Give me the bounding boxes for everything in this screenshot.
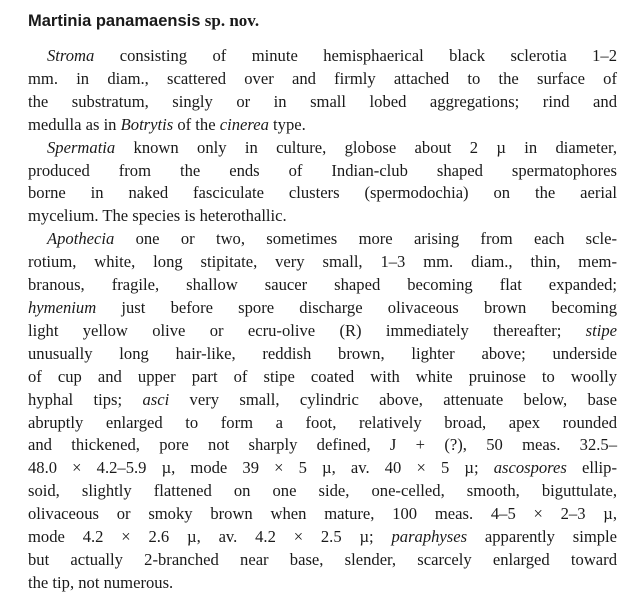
text-run: mycelium. The species is heterothallic. <box>28 206 287 226</box>
text-line <box>28 549 617 572</box>
text-line <box>28 366 617 389</box>
text-run: and thickened, pore not sharply defined, J + (?), 50 meas. 32.5– <box>28 435 617 455</box>
italic-term: stipe <box>585 320 617 340</box>
italic-term: Botrytis <box>120 114 174 134</box>
text-run: type. <box>268 114 306 134</box>
italic-term: Stroma <box>47 46 95 65</box>
text-run: light yellow olive or ecru-olive (R) immediately thereafter; <box>28 320 586 340</box>
text-line <box>28 320 617 343</box>
text-line <box>28 205 617 228</box>
italic-term: ascospores <box>493 458 567 478</box>
text-line <box>28 526 617 549</box>
text-line <box>28 503 617 526</box>
text-run: one or two, sometimes more arising from each scle- <box>114 229 617 249</box>
text-line <box>28 343 617 366</box>
italic-term: asci <box>142 389 170 409</box>
italic-term: hymenium <box>28 297 97 317</box>
species-heading <box>28 8 617 33</box>
text-run: known only in culture, globose about 2 µ in diameter, <box>115 137 617 157</box>
text-run: medulla as in <box>28 114 121 134</box>
text-line <box>28 182 617 205</box>
text-run: mode 4.2 × 2.6 µ, av. 4.2 × 2.5 µ; <box>28 527 392 547</box>
text-line <box>28 45 617 68</box>
text-line <box>28 228 617 251</box>
italic-term: paraphyses <box>391 527 468 547</box>
italic-term: Apothecia <box>47 229 115 249</box>
text-run: ellip- <box>566 458 617 478</box>
text-run: soid, slightly flattened on one side, one-celled, smooth, biguttulate, <box>28 481 617 501</box>
text-run: just before spore discharge olivaceous brown becoming <box>96 297 617 317</box>
description-paragraph <box>28 45 617 137</box>
text-run: abruptly enlarged to form a foot, relatively broad, apex rounded <box>28 412 617 432</box>
text-line <box>28 274 617 297</box>
description-paragraph <box>28 137 617 229</box>
text-line <box>28 297 617 320</box>
text-line <box>28 91 617 114</box>
italic-term: cinerea <box>219 114 269 134</box>
text-line <box>28 434 617 457</box>
description-paragraph <box>28 228 617 595</box>
text-run: of cup and upper part of stipe coated with white pruinose to woolly <box>28 366 617 386</box>
text-run: consisting of minute hemisphaerical black sclerotia 1–2 <box>94 46 617 65</box>
species-name: Martinia panamaensis <box>28 12 201 30</box>
text-run: very small, cylindric above, attenuate below, base <box>169 389 617 409</box>
text-run: the substratum, singly or in small lobed aggregations; rind and <box>28 91 617 111</box>
text-run: borne in naked fasciculate clusters (spermodochia) on the aerial <box>28 183 617 203</box>
text-line <box>28 412 617 435</box>
species-status: sp. nov. <box>204 11 260 30</box>
text-run: rotium, white, long stipitate, very small, 1–3 mm. diam., thin, mem- <box>28 252 617 272</box>
text-line <box>28 160 617 183</box>
text-line <box>28 68 617 91</box>
text-run: but actually 2-branched near base, slender, scarcely enlarged toward <box>28 549 617 569</box>
text-line <box>28 251 617 274</box>
text-run: mm. in diam., scattered over and firmly attached to the surface of <box>28 68 617 88</box>
text-line <box>28 457 617 480</box>
text-line <box>28 389 617 412</box>
text-line <box>28 114 617 137</box>
text-run: unusually long hair-like, reddish brown, lighter above; underside <box>28 343 617 363</box>
text-run: apparently simple <box>467 527 617 547</box>
text-run: branous, fragile, shallow saucer shaped becoming flat expanded; <box>28 275 617 295</box>
text-line <box>28 480 617 503</box>
text-run: olivaceous or smoky brown when mature, 100 meas. 4–5 × 2–3 µ, <box>28 504 617 524</box>
text-run: produced from the ends of Indian-club shaped spermatophores <box>28 160 617 180</box>
text-run: the tip, not numerous. <box>28 572 174 592</box>
text-line <box>28 137 617 160</box>
text-run: of the <box>173 114 220 134</box>
text-run: hyphal tips; <box>28 389 143 409</box>
italic-term: Spermatia <box>47 137 116 157</box>
description-body <box>28 45 617 595</box>
text-run: 48.0 × 4.2–5.9 µ, mode 39 × 5 µ, av. 40 × 5 µ; <box>28 458 494 478</box>
text-line <box>28 572 617 595</box>
